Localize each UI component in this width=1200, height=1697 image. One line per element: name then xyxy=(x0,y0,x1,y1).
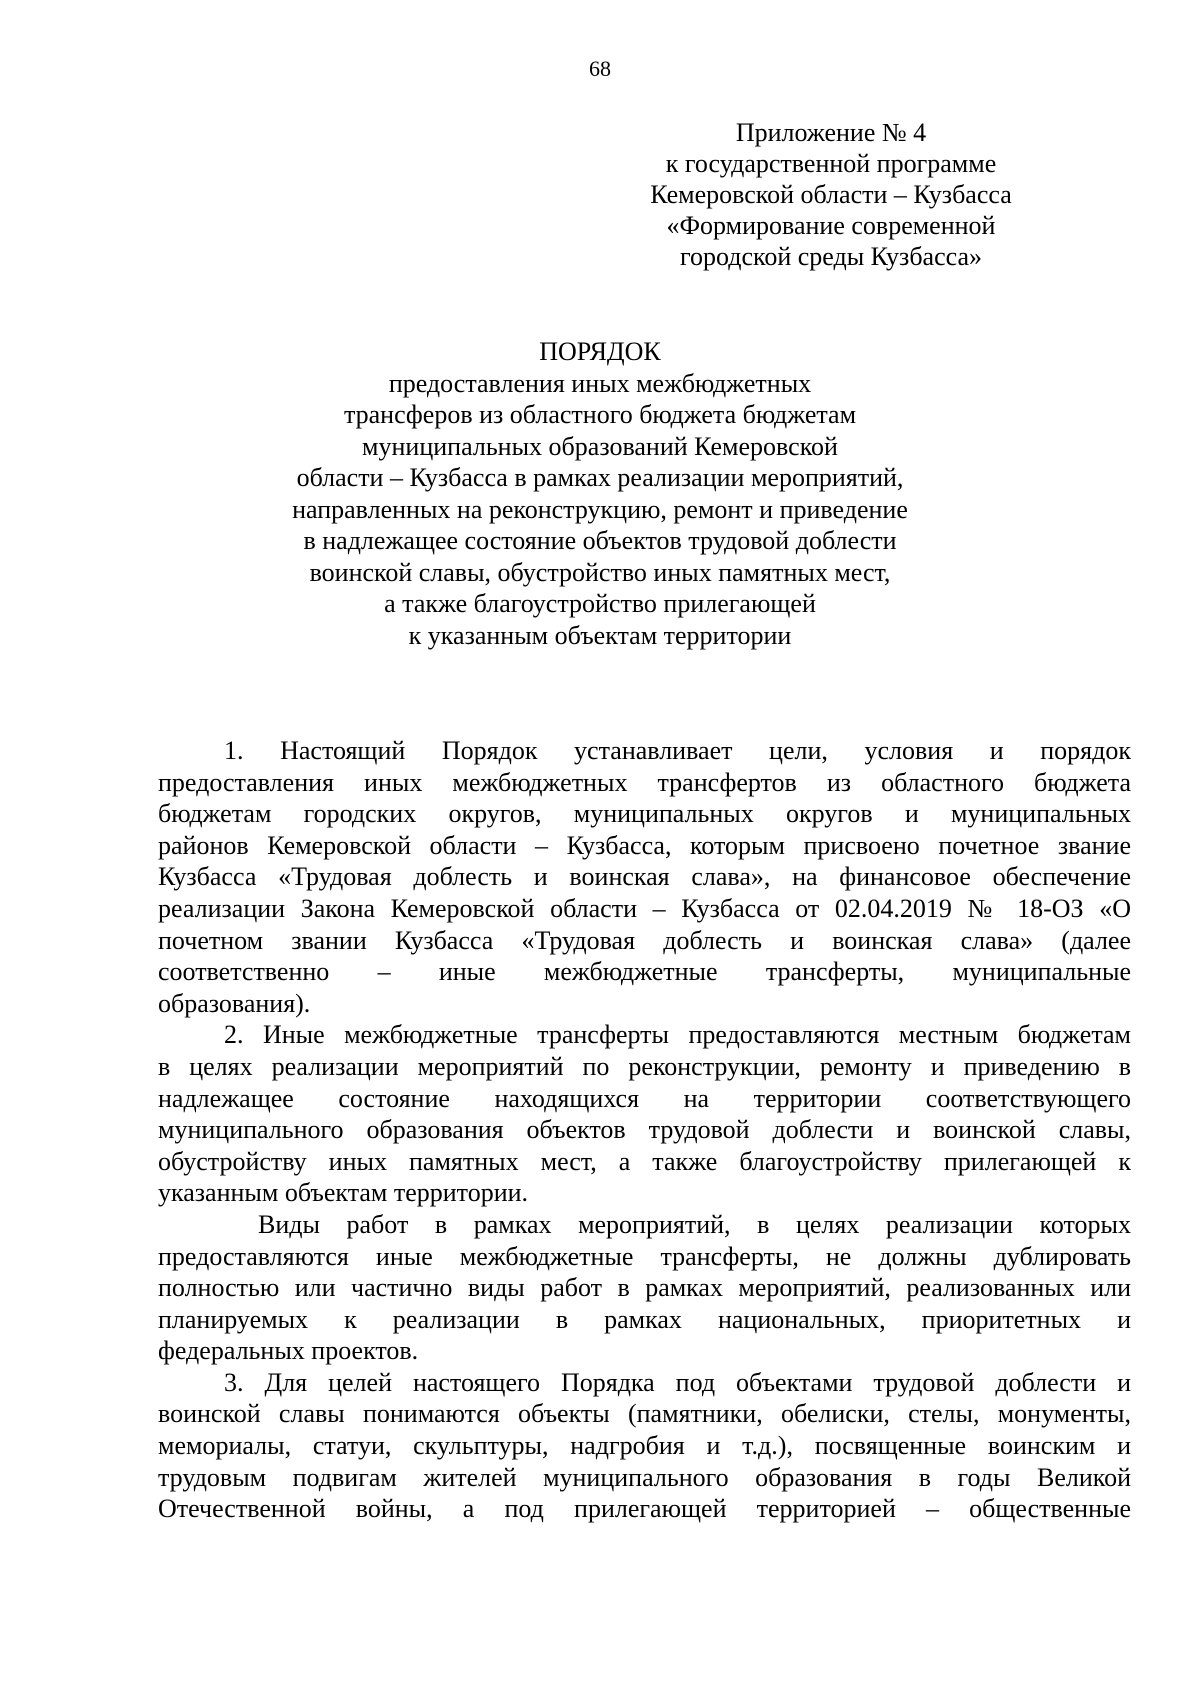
heading-line: направленных на реконструкцию, ремонт и приведение xyxy=(292,494,908,524)
heading-title: ПОРЯДОК xyxy=(539,337,661,366)
paragraph-line: 1. Настоящий Порядок устанавливает цели, условия и порядок xyxy=(224,736,1131,765)
paragraph-line: 2. Иные межбюджетные трансферты предоставляются местным бюджетам xyxy=(224,1020,1131,1050)
heading-line: области – Кузбасса в рамках реализации мероприятий, xyxy=(296,463,904,492)
paragraph-line: образования). xyxy=(158,988,311,1018)
paragraph-line: надлежащее состояние находящихся на территории соответствующего xyxy=(158,1083,1131,1113)
paragraph-line: планируемых к реализации в рамках национальных, приоритетных и xyxy=(158,1304,1131,1334)
appendix-line: «Формирование современной xyxy=(666,211,996,240)
paragraph-line: Отечественной войны, а под прилегающей территорией – общественные xyxy=(158,1494,1131,1524)
paragraph-line: федеральных проектов. xyxy=(158,1336,419,1366)
paragraph-line: бюджетам городских округов, муниципальных округов и муниципальных xyxy=(158,799,1131,829)
paragraph-line: районов Кемеровской области – Кузбасса, которым присвоено почетное звание xyxy=(158,830,1131,860)
heading-line: а также благоустройство прилегающей xyxy=(384,589,816,618)
paragraph-line: мемориалы, статуи, скульптуры, надгробия и т.д.), посвященные воинским и xyxy=(158,1431,1131,1461)
document-heading xyxy=(200,336,1000,651)
paragraph-line: предоставляются иные межбюджетные трансферты, не должны дублировать xyxy=(158,1241,1131,1271)
paragraph-line: трудовым подвигам жителей муниципального образования в годы Великой xyxy=(158,1462,1131,1492)
heading-line: к указанным объектам территории xyxy=(408,620,792,650)
paragraph-line: почетном звании Кузбасса «Трудовая доблесть и воинская слава» (далее xyxy=(158,925,1131,955)
heading-line: трансферов из областного бюджета бюджетам xyxy=(343,400,857,429)
paragraph-line: муниципального образования объектов трудовой доблести и воинской славы, xyxy=(158,1115,1131,1145)
appendix-line: Кемеровской области – Кузбасса xyxy=(650,180,1012,209)
appendix-line: городской среды Кузбасса» xyxy=(679,242,983,271)
heading-line: муниципальных образований Кемеровской xyxy=(362,431,838,461)
page-number: 68 xyxy=(589,56,611,81)
paragraph-line: в целях реализации мероприятий по реконструкции, ремонту и приведению в xyxy=(158,1051,1131,1081)
paragraph-line: Кузбасса «Трудовая доблесть и воинская слава», на финансовое обеспечение xyxy=(158,862,1131,892)
paragraph-line: предоставления иных межбюджетных трансфертов из областного бюджета xyxy=(158,767,1131,797)
paragraph-line: полностью или частично виды работ в рамках мероприятий, реализованных или xyxy=(158,1273,1131,1303)
paragraph-line: соответственно – иные межбюджетные трансферты, муниципальные xyxy=(158,957,1131,987)
heading-line: предоставления иных межбюджетных xyxy=(388,368,812,398)
paragraph-line: указанным объектам территории. xyxy=(158,1178,529,1208)
heading-line: воинской славы, обустройство иных памятных мест, xyxy=(309,557,891,587)
heading-line: в надлежащее состояние объектов трудовой доблести xyxy=(303,526,897,555)
appendix-line: Приложение № 4 xyxy=(735,118,927,147)
paragraph-line: воинской славы понимаются объекты (памятники, обелиски, стелы, монументы, xyxy=(158,1399,1131,1429)
paragraph-line: Виды работ в рамках мероприятий, в целях реализации которых xyxy=(258,1209,1131,1239)
paragraph-line: 3. Для целей настоящего Порядка под объектами трудовой доблести и xyxy=(224,1367,1131,1397)
paragraph-line: обустройству иных памятных мест, а также благоустройству прилегающей к xyxy=(158,1146,1131,1176)
appendix-line: к государственной программе xyxy=(665,149,997,178)
appendix-block xyxy=(626,117,1036,272)
paragraph-line: реализации Закона Кемеровской области – Кузбасса от 02.04.2019 № 18-ОЗ «О xyxy=(158,893,1131,923)
document-body xyxy=(158,735,1131,1525)
